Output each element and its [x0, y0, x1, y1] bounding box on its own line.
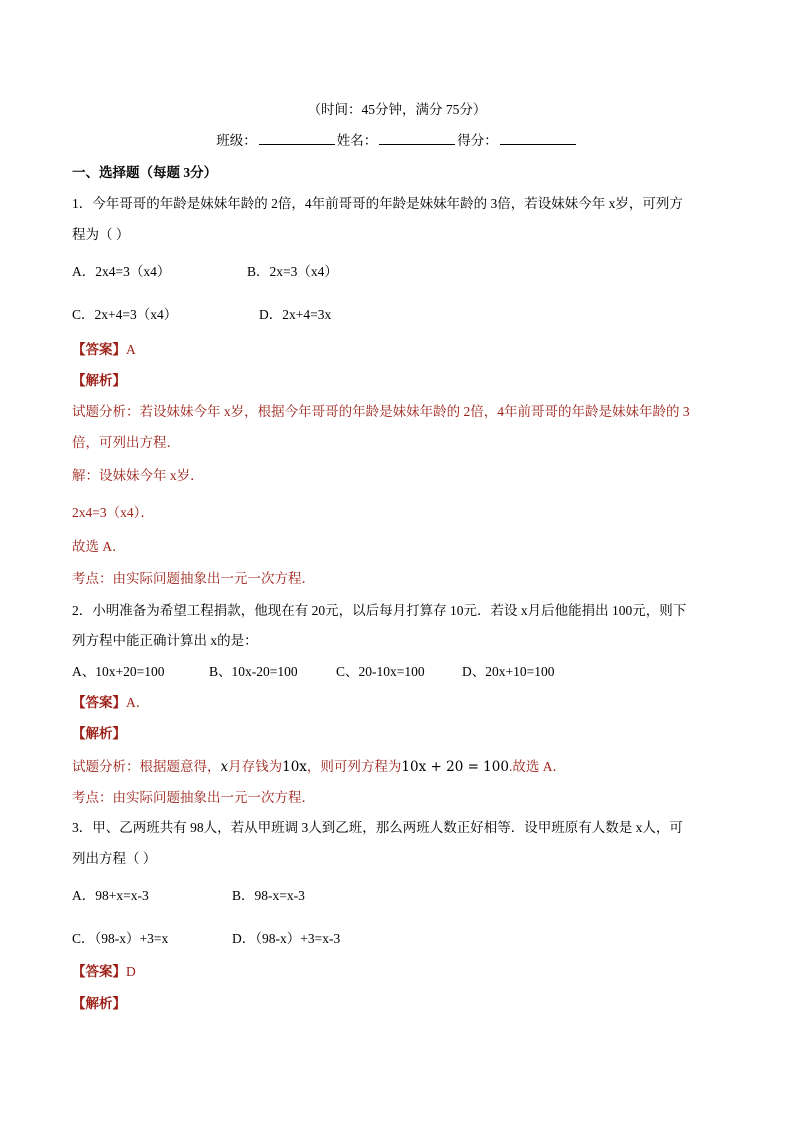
q2-option-d: D、20x+10=100: [462, 664, 555, 679]
time-note: （时间：45分钟，满分 75分）: [307, 102, 487, 117]
q3-option-b: B．98-x=x-3: [232, 888, 305, 903]
q3-option-d: D．（98-x）+3=x-3: [232, 931, 341, 946]
q3-option-a: A．98+x=x-3: [72, 888, 149, 903]
q3-stem-line2: 列出方程（ ）: [72, 851, 157, 866]
q2-analysis-label: 【解析】: [72, 726, 126, 741]
q2-analysis-mid2: ，则可列方程为: [306, 759, 402, 774]
q1-answer: [72, 340, 136, 360]
q3-answer-label: 【答案】: [72, 964, 126, 979]
q2-stem-line1: 2．小明准备为希望工程捐款，他现在有 20元，以后每月打算存 10元．若设 x月后他能捐出 100元，则下: [72, 603, 687, 618]
class-blank[interactable]: [259, 132, 335, 145]
section-title: 一、选择题（每题 3分）: [72, 165, 218, 180]
q3-analysis-label: 【解析】: [72, 996, 126, 1011]
q2-point-line: 考点：由实际问题抽象出一元一次方程．: [72, 790, 315, 805]
q2-analysis-x: x: [220, 759, 229, 775]
q2-analysis-10x: 10x: [282, 759, 307, 775]
q3-stem-line1: 3．甲、乙两班共有 98人，若从甲班调 3人到乙班，那么两班人数正好相等．设甲班原有人数是 x人，可: [72, 820, 683, 835]
q3-answer-value: D: [126, 964, 136, 979]
q1-answer-label: 【答案】: [72, 342, 126, 357]
q1-analysis-line1: 试题分析：若设妹妹今年 x岁，根据今年哥哥的年龄是妹妹年龄的 2倍，4年前哥哥的年龄是妹妹年龄的 3: [72, 404, 690, 419]
q3-option-c: C．（98-x）+3=x: [72, 931, 169, 946]
q2-answer-value: A．: [126, 695, 150, 710]
q2-stem-line2: 列方程中能正确计算出 x的是：: [72, 633, 258, 648]
q2-analysis-line: [72, 757, 566, 777]
q1-option-b: B．2x=3（x4）: [247, 264, 338, 279]
student-info-row: [0, 131, 794, 151]
score-blank[interactable]: [500, 132, 576, 145]
q2-analysis-eq: 10x + 20 = 100: [401, 759, 509, 775]
q1-solve-line: 解：设妹妹今年 x岁．: [72, 468, 204, 483]
class-label: 班级：: [216, 133, 257, 148]
q1-analysis-label: 【解析】: [72, 373, 126, 388]
q2-analysis-suffix: .故选 A．: [508, 759, 566, 774]
q1-analysis-line2: 倍，可列出方程．: [72, 435, 180, 450]
q2-option-b: B、10x-20=100: [209, 664, 298, 679]
q1-choose-line: 故选 A．: [72, 539, 126, 554]
q1-option-d: D．2x+4=3x: [259, 307, 332, 322]
q2-answer: [72, 693, 149, 713]
q1-equation-line: 2x4=3（x4）．: [72, 505, 154, 520]
q1-stem-line1: 1．今年哥哥的年龄是妹妹年龄的 2倍，4年前哥哥的年龄是妹妹年龄的 3倍，若设妹妹今年 x岁，可列方: [72, 196, 683, 211]
q2-analysis-mid: 月存钱为: [228, 759, 283, 774]
q2-answer-label: 【答案】: [72, 695, 126, 710]
q1-answer-value: A: [126, 342, 136, 357]
q2-option-c: C、20-10x=100: [336, 664, 425, 679]
q2-option-a: A、10x+20=100: [72, 664, 165, 679]
q1-point-line: 考点：由实际问题抽象出一元一次方程．: [72, 571, 315, 586]
q3-answer: [72, 962, 136, 982]
q2-analysis-prefix: 试题分析：根据题意得，: [72, 759, 221, 774]
name-blank[interactable]: [379, 132, 455, 145]
q1-option-a: A．2x4=3（x4）: [72, 264, 171, 279]
q1-stem-line2: 程为（ ）: [72, 227, 130, 242]
name-label: 姓名：: [336, 133, 378, 148]
q1-option-c: C．2x+4=3（x4）: [72, 307, 178, 322]
score-label: 得分：: [457, 133, 498, 148]
